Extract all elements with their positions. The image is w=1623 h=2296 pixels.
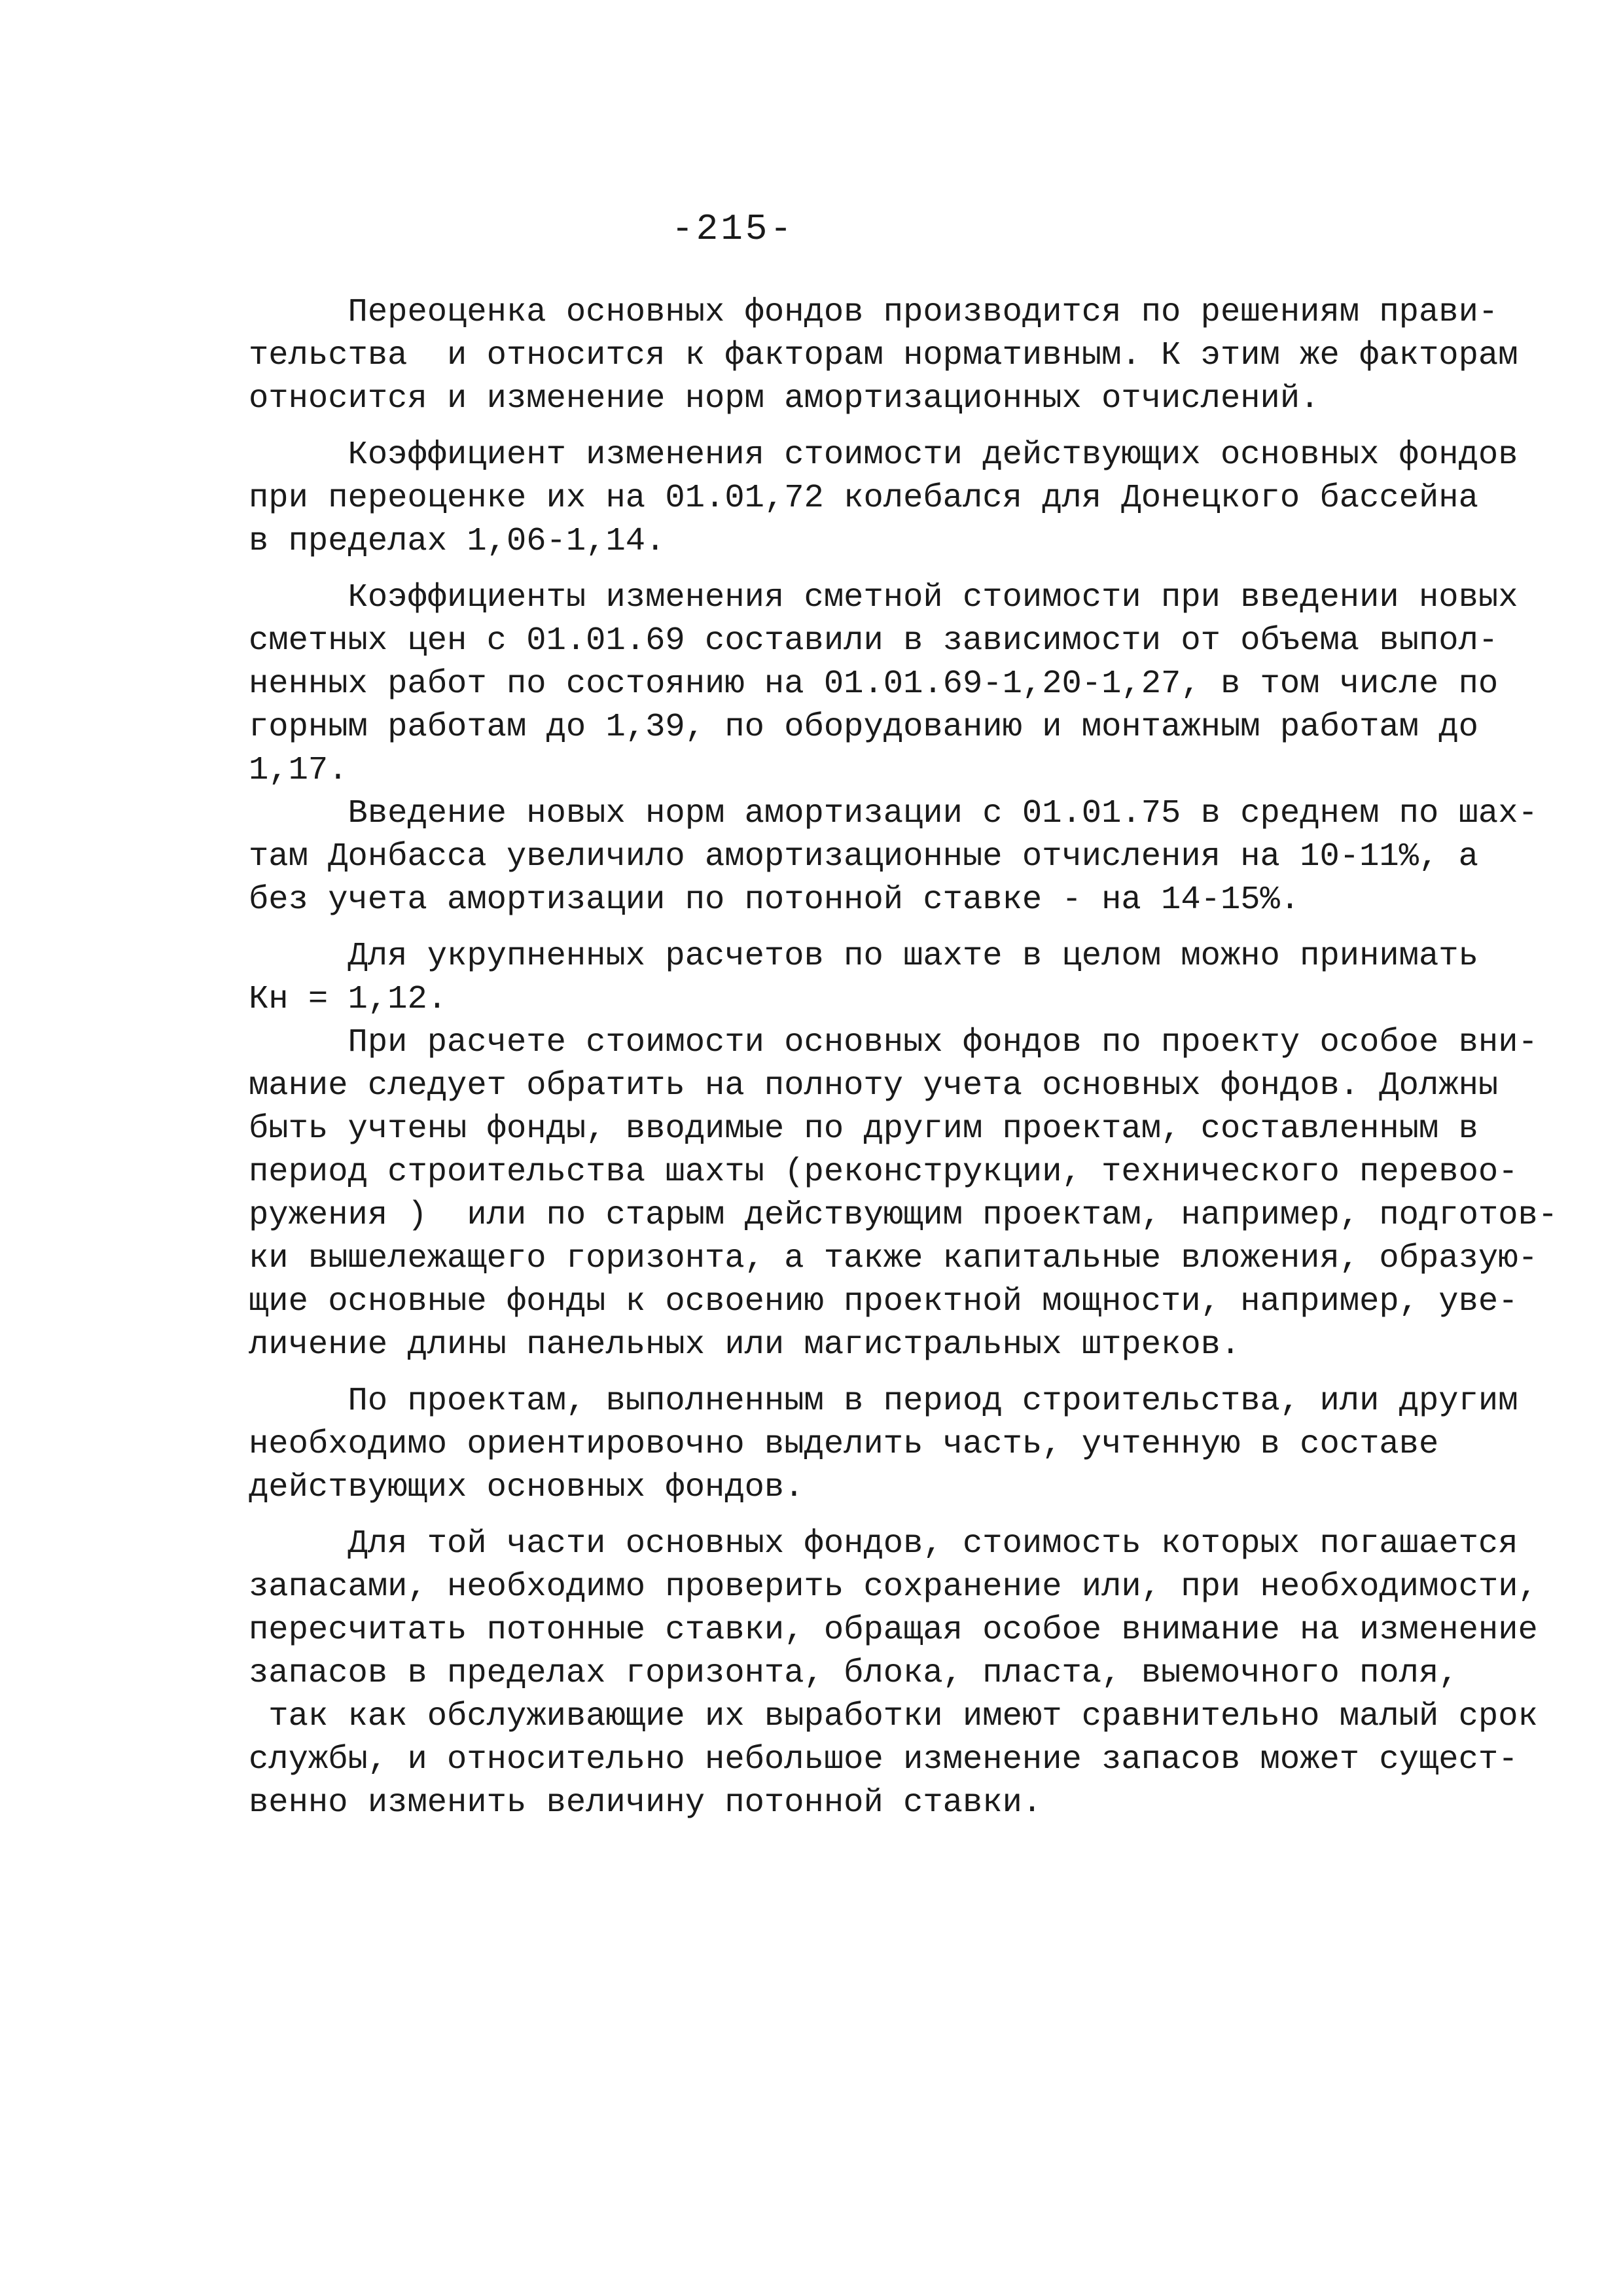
text-line: в пределах 1,06-1,14. — [249, 523, 666, 560]
text-line: мание следует обратить на полноту учета основных фондов. Должны — [249, 1067, 1499, 1104]
paragraph — [249, 291, 1518, 421]
text-line: При расчете стоимости основных фондов по проекту особое вни- — [249, 1024, 1538, 1061]
text-line: ки вышележащего горизонта, а также капитальные вложения, образую- — [249, 1240, 1538, 1277]
text-line: Переоценка основных фондов производится по решениям прави- — [249, 294, 1499, 331]
paragraph — [249, 1021, 1558, 1367]
text-line: пересчитать потонные ставки, обращая особое внимание на изменение — [249, 1612, 1538, 1649]
paragraph — [249, 1523, 1538, 1825]
text-line: Коэффициент изменения стоимости действующих основных фондов — [249, 436, 1518, 474]
paragraph — [249, 434, 1518, 563]
text-line: горным работам до 1,39, по оборудованию и монтажным работам до — [249, 709, 1478, 746]
text-line: там Донбасса увеличило амортизационные отчисления на 10-11%, а — [249, 838, 1478, 875]
text-line: без учета амортизации по потонной ставке - на 14-15%. — [249, 881, 1300, 919]
text-line: личение длины панельных или магистральных штреков. — [249, 1326, 1241, 1364]
text-line: венно изменить величину потонной ставки. — [249, 1784, 1043, 1822]
text-line: Коэффициенты изменения сметной стоимости при введении новых — [249, 579, 1518, 616]
text-line: запасов в пределах горизонта, блока, пласта, выемочного поля, — [249, 1655, 1459, 1692]
text-line: ненных работ по состоянию на 01.01.69-1,20-1,27, в том числе по — [249, 665, 1499, 703]
text-line: при переоценке их на 01.01,72 колебался для Донецкого бассейна — [249, 480, 1478, 517]
text-line: службы, и относительно небольшое изменение запасов может сущест- — [249, 1741, 1518, 1778]
text-line: сметных цен с 01.01.69 составили в зависимости от объема выпол- — [249, 622, 1499, 660]
paragraph — [249, 935, 1478, 1021]
text-line: запасами, необходимо проверить сохранение или, при необходимости, — [249, 1568, 1538, 1606]
text-line: период строительства шахты (реконструкции, технического перевоо- — [249, 1154, 1518, 1191]
body-text — [249, 291, 1558, 1838]
text-line: Кн = 1,12. — [249, 981, 448, 1018]
text-line: быть учтены фонды, вводимые по другим проектам, составленным в — [249, 1110, 1478, 1148]
text-line: Для укрупненных расчетов по шахте в целом можно принимать — [249, 938, 1478, 975]
paragraph — [249, 576, 1518, 792]
paragraph — [249, 792, 1538, 922]
text-line: щие основные фонды к освоению проектной мощности, например, уве- — [249, 1283, 1518, 1320]
paragraph — [249, 1380, 1518, 1510]
text-line: Для той части основных фондов, стоимость которых погашается — [249, 1525, 1518, 1563]
text-line: относится и изменение норм амортизационных отчислений. — [249, 380, 1320, 417]
text-line: действующих основных фондов. — [249, 1469, 804, 1506]
text-line: необходимо ориентировочно выделить часть, учтенную в составе — [249, 1426, 1439, 1463]
page-number: -215- — [671, 208, 795, 250]
text-line: По проектам, выполненным в период строительства, или другим — [249, 1383, 1518, 1420]
text-line: тельства и относится к факторам нормативным. К этим же факторам — [249, 337, 1518, 374]
text-line: Введение новых норм амортизации с 01.01.75 в среднем по шах- — [249, 795, 1538, 832]
text-line: ружения ) или по старым действующим проектам, например, подготов- — [249, 1197, 1558, 1234]
text-line: 1,17. — [249, 752, 348, 789]
text-line: так как обслуживающие их выработки имеют сравнительно малый срок — [249, 1698, 1538, 1735]
